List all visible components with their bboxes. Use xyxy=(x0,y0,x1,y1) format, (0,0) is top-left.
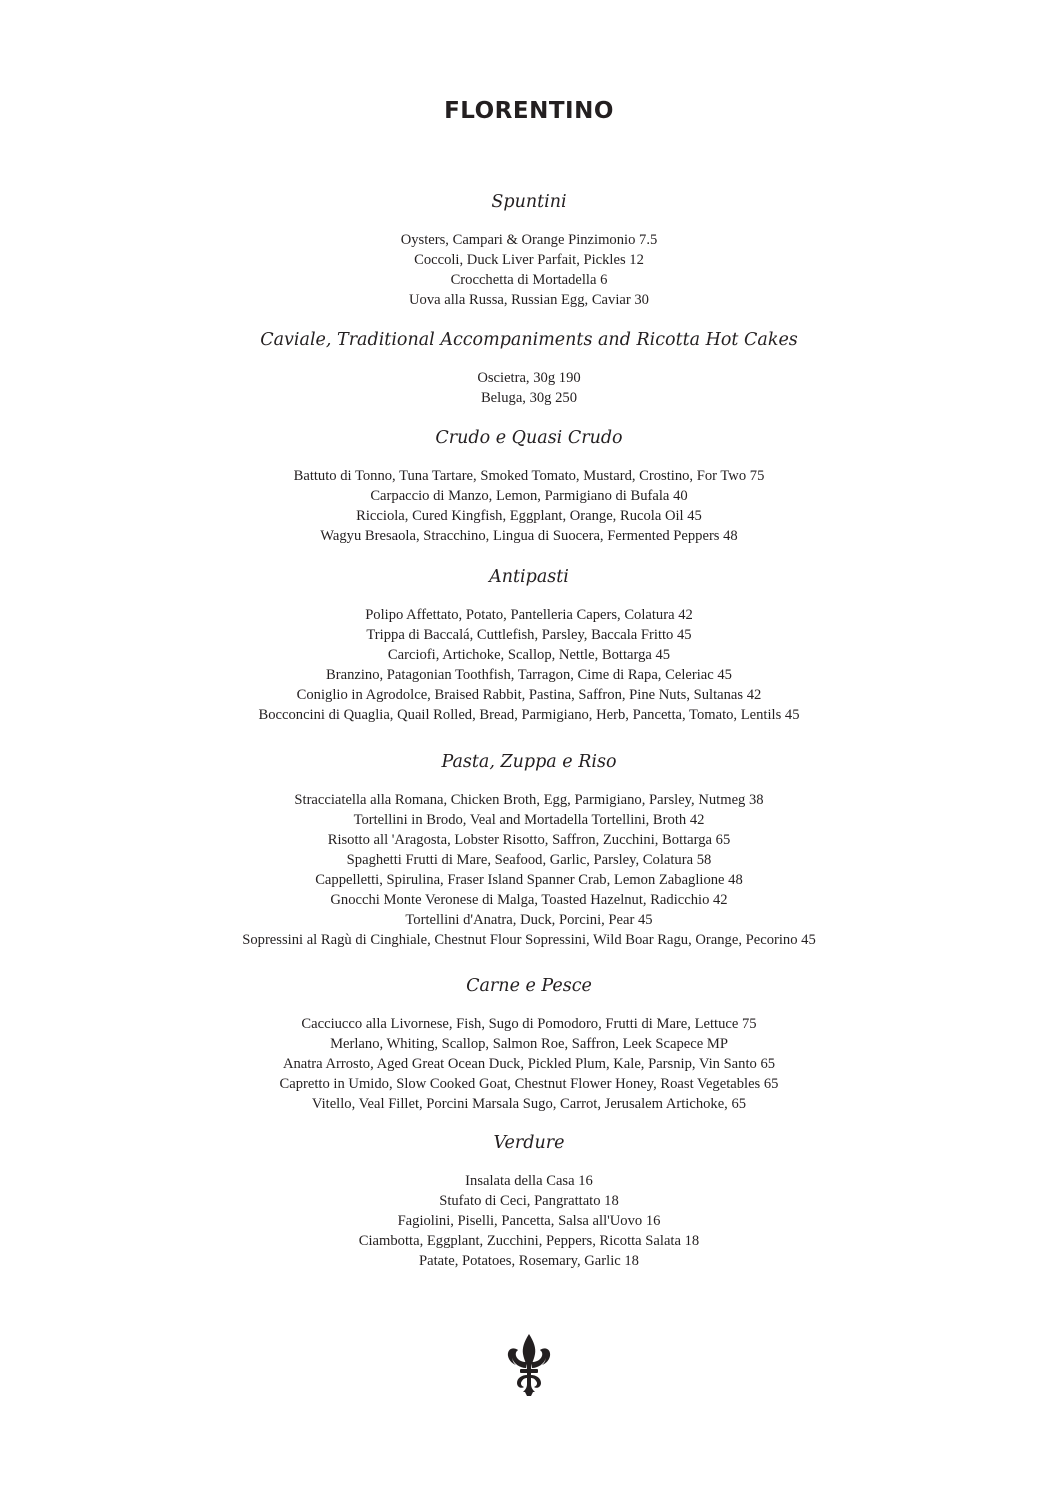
dish-item: Wagyu Bresaola, Stracchino, Lingua di Suocera, Fermented Peppers 48 xyxy=(320,528,738,544)
dish-item: Ricciola, Cured Kingfish, Eggplant, Orange, Rucola Oil 45 xyxy=(356,508,702,524)
dish-item: Coccoli, Duck Liver Parfait, Pickles 12 xyxy=(414,252,644,268)
section-pasta xyxy=(0,752,1058,950)
dish-item: Carpaccio di Manzo, Lemon, Parmigiano di Bufala 40 xyxy=(370,488,688,504)
dish-item: Vitello, Veal Fillet, Porcini Marsala Sugo, Carrot, Jerusalem Artichoke, 65 xyxy=(311,1096,747,1112)
section-heading: Pasta, Zuppa e Riso xyxy=(441,752,617,772)
dish-item: Uova alla Russa, Russian Egg, Caviar 30 xyxy=(409,292,649,308)
dish-item: Spaghetti Frutti di Mare, Seafood, Garlic, Parsley, Colatura 58 xyxy=(346,852,712,868)
dish-item: Sopressini al Ragù di Cinghiale, Chestnut Flour Sopressini, Wild Boar Ragu, Orange, Pecorino 45 xyxy=(242,932,816,948)
dish-item: Polipo Affettato, Potato, Pantelleria Capers, Colatura 42 xyxy=(365,607,693,623)
dish-list xyxy=(0,466,1058,546)
dish-item: Stufato di Ceci, Pangrattato 18 xyxy=(439,1193,619,1209)
dish-list xyxy=(0,605,1058,725)
section-spuntini xyxy=(0,192,1058,310)
section-heading: Crudo e Quasi Crudo xyxy=(435,428,623,448)
dish-item: Bocconcini di Quaglia, Quail Rolled, Bread, Parmigiano, Herb, Pancetta, Tomato, Lentils 45 xyxy=(258,707,800,723)
section-heading: Spuntini xyxy=(491,192,567,212)
dish-item: Fagiolini, Piselli, Pancetta, Salsa all'Uovo 16 xyxy=(397,1213,661,1229)
dish-item: Merlano, Whiting, Scallop, Salmon Roe, Saffron, Leek Scapece MP xyxy=(330,1036,728,1052)
dish-item: Risotto all 'Aragosta, Lobster Risotto, Saffron, Zucchini, Bottarga 65 xyxy=(327,832,731,848)
dish-item: Coniglio in Agrodolce, Braised Rabbit, Pastina, Saffron, Pine Nuts, Sultanas 42 xyxy=(296,687,762,703)
dish-item: Oysters, Campari & Orange Pinzimonio 7.5 xyxy=(400,232,658,248)
dish-item: Ciambotta, Eggplant, Zucchini, Peppers, Ricotta Salata 18 xyxy=(358,1233,700,1249)
section-heading: Antipasti xyxy=(489,567,569,587)
dish-list xyxy=(0,1014,1058,1114)
dish-item: Oscietra, 30g 190 xyxy=(477,370,581,386)
section-caviale xyxy=(0,330,1058,408)
dish-item: Gnocchi Monte Veronese di Malga, Toasted Hazelnut, Radicchio 42 xyxy=(330,892,728,908)
dish-list xyxy=(0,230,1058,310)
fleur-de-lis-icon xyxy=(506,1334,552,1396)
dish-item: Carciofi, Artichoke, Scallop, Nettle, Bottarga 45 xyxy=(387,647,671,663)
dish-item: Cacciucco alla Livornese, Fish, Sugo di Pomodoro, Frutti di Mare, Lettuce 75 xyxy=(301,1016,757,1032)
dish-item: Battuto di Tonno, Tuna Tartare, Smoked Tomato, Mustard, Crostino, For Two 75 xyxy=(293,468,765,484)
dish-list xyxy=(0,1171,1058,1271)
dish-item: Crocchetta di Mortadella 6 xyxy=(450,272,608,288)
section-heading: Carne e Pesce xyxy=(466,976,592,996)
section-heading: Caviale, Traditional Accompaniments and Ricotta Hot Cakes xyxy=(260,330,798,350)
section-carne xyxy=(0,976,1058,1114)
restaurant-name: FLORENTINO xyxy=(444,98,614,124)
dish-item: Patate, Potatoes, Rosemary, Garlic 18 xyxy=(419,1253,639,1269)
dish-item: Stracciatella alla Romana, Chicken Broth, Egg, Parmigiano, Parsley, Nutmeg 38 xyxy=(294,792,764,808)
dish-list xyxy=(0,368,1058,408)
dish-item: Tortellini in Brodo, Veal and Mortadella Tortellini, Broth 42 xyxy=(353,812,705,828)
section-crudo xyxy=(0,428,1058,546)
dish-item: Cappelletti, Spirulina, Fraser Island Spanner Crab, Lemon Zabaglione 48 xyxy=(315,872,743,888)
dish-item: Tortellini d'Anatra, Duck, Porcini, Pear 45 xyxy=(405,912,653,928)
dish-item: Insalata della Casa 16 xyxy=(465,1173,593,1189)
dish-item: Trippa di Baccalá, Cuttlefish, Parsley, Baccala Fritto 45 xyxy=(366,627,692,643)
dish-item: Capretto in Umido, Slow Cooked Goat, Chestnut Flower Honey, Roast Vegetables 65 xyxy=(279,1076,779,1092)
dish-item: Branzino, Patagonian Toothfish, Tarragon, Cime di Rapa, Celeriac 45 xyxy=(326,667,732,683)
dish-list xyxy=(0,790,1058,950)
dish-item: Anatra Arrosto, Aged Great Ocean Duck, Pickled Plum, Kale, Parsnip, Vin Santo 65 xyxy=(282,1056,776,1072)
section-heading: Verdure xyxy=(493,1133,565,1153)
dish-item: Beluga, 30g 250 xyxy=(480,390,578,406)
section-verdure xyxy=(0,1133,1058,1271)
section-antipasti xyxy=(0,567,1058,725)
